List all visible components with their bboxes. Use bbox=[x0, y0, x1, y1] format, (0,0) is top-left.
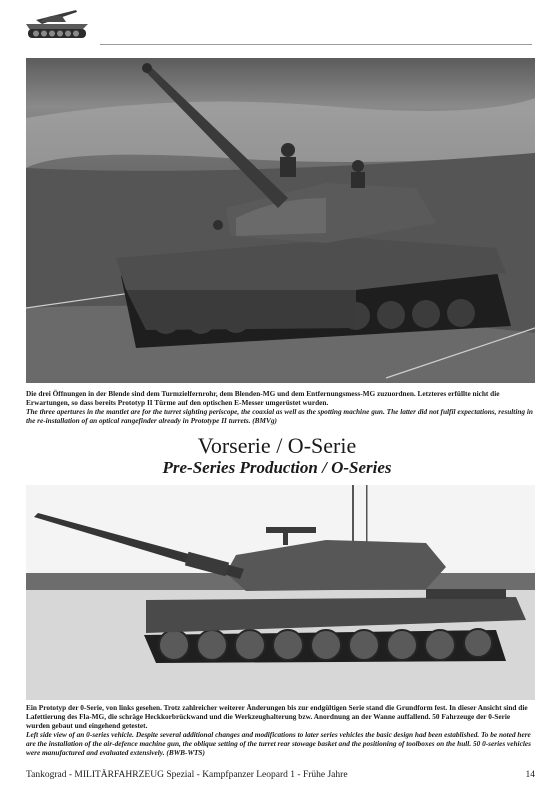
page-number: 14 bbox=[525, 770, 535, 780]
photo-credit: (BMVg) bbox=[252, 416, 277, 426]
caption-english: Left side view of an 0-series vehicle. Despite several additional changes and modifications to later series vehicles the basic design had been established. To be noted here are the installation of the air-defence machine gun, the oblique setting of the turret rear stowage basket and the positioning of toolboxes on the hull. 50 0-series vehicles were manufactured and evaluated extensively. (BWB-WTS) bbox=[26, 730, 531, 758]
caption-german: Ein Prototyp der 0-Serie, von links gesehen. Trotz zahlreicher weiterer Änderungen bis zur endgültigen Serie stand die Grundform fest. In dieser Ansicht sind die Lafettierung des Fla-MG, die schräge Heckkorbrückwand und die Werkzeughalterung bzw. Anordnung an der Wanne auffallend. 50 Fahrzeuge der 0-Serie wurden gebaut und eingehend getestet. bbox=[26, 703, 528, 731]
tank-front-photo bbox=[26, 58, 535, 383]
tank-side-photo bbox=[26, 485, 535, 700]
photo-credit: (BWB-WTS) bbox=[166, 748, 205, 758]
header-rule bbox=[100, 44, 532, 45]
section-title-english: Pre-Series Production / O-Series bbox=[162, 458, 392, 477]
photo-caption-2 bbox=[26, 703, 535, 758]
footer-publication-title: Tankograd - MILITÄRFAHRZEUG Spezial - Kampfpanzer Leopard 1 - Frühe Jahre bbox=[26, 770, 348, 780]
caption-english: The three apertures in the mantlet are for the turret sighting periscope, the coaxial as well as the spotting machine gun. The latter did not fulfil expectations, resulting in the re-installation of an optical rangefinder already in Prototype II turrets. (BMVg) bbox=[26, 407, 533, 426]
photo-caption-1 bbox=[26, 389, 535, 425]
tank-silhouette-icon bbox=[22, 6, 92, 50]
section-title-german: Vorserie / O-Serie bbox=[197, 433, 357, 458]
caption-german: Die drei Öffnungen in der Blende sind dem Turmzielfernrohr, dem Blenden-MG und dem Entfernungsmess-MG zuzuordnen. Letzteres erfüllte nicht die Erwartungen, so dass bereits Prototyp II Türme auf den optischen E-Messer umgerüstet wurden. bbox=[26, 389, 500, 408]
